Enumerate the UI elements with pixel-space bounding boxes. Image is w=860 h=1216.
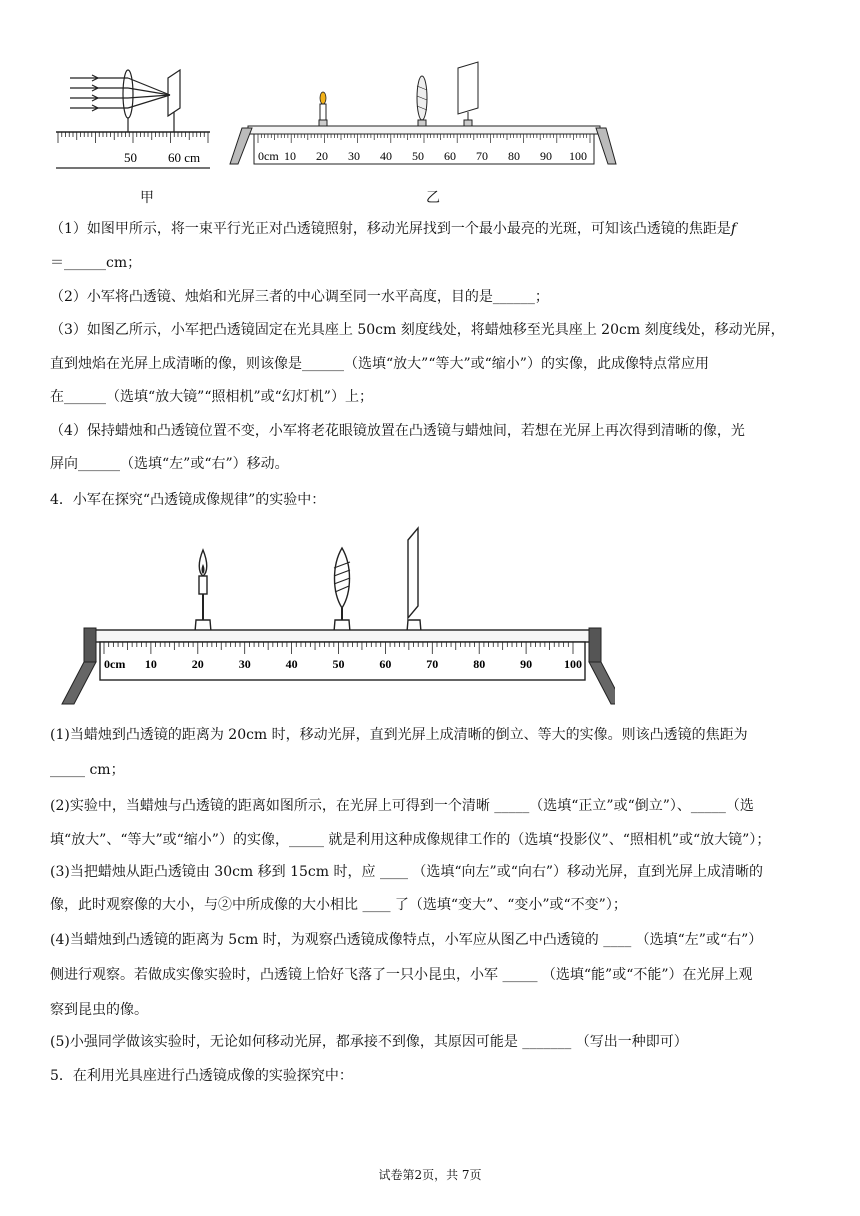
q4-sub3: (3)当把蜡烛从距凸透镜由 30cm 移到 15cm 时，应 ____ （选填“向左”或“向右”）移动光屏，直到光屏上成清晰的	[50, 864, 764, 880]
ruler-label: 70	[426, 657, 439, 671]
q3-part4: （4）保持蜡烛和凸透镜位置不变，小军将老花眼镜放置在凸透镜与蜡烛间，若想在光屏上再次得到清晰的像，光	[50, 423, 745, 439]
q4-sub5: (5)小强同学做该实验时，无论如何移动光屏，都承接不到像，其原因可能是 _______ （写出一种即可）	[50, 1034, 688, 1050]
ruler-label: 90	[520, 657, 533, 671]
q4-sub2-cont: 填“放大”、“等大”或“缩小”）的实像，_____ 就是利用这种成像规律工作的（选填“投影仪”、“照相机”或“放大镜”）；	[50, 832, 771, 848]
ruler-label: 10	[284, 149, 296, 163]
ruler-label: 20	[316, 149, 328, 163]
ruler-label: 40	[380, 149, 392, 163]
q4-sub4-cont2: 察到昆虫的像。	[50, 1002, 148, 1018]
q4-sub3-cont: 像，此时观察像的大小，与②中所成像的大小相比 ____ 了（选填“变大”、“变小”或“不变”）；	[50, 897, 627, 913]
q3-part4-cont: 屏向______（选填“左”或“右”）移动。	[50, 456, 289, 472]
q3-part3-cont: 直到烛焰在光屏上成清晰的像，则该像是______（选填“放大”“等大”或“缩小”）的实像，此成像特点常应用	[50, 356, 709, 372]
ruler-label: 80	[508, 149, 520, 163]
figure-jia	[52, 62, 212, 174]
q3-part2: （2）小军将凸透镜、烛焰和光屏三者的中心调至同一水平高度，目的是______；	[50, 289, 549, 305]
figure-caption-jia: 甲	[140, 190, 154, 206]
q4-sub1-cont: _____ cm；	[50, 762, 125, 778]
ruler-label: 40	[285, 657, 298, 671]
ruler-label: 80	[473, 657, 486, 671]
q4-sub4-cont: 侧进行观察。若做成实像实验时，凸透镜上恰好飞落了一只小昆虫，小军 _____ （选填“能”或“不能”）在光屏上观	[50, 967, 753, 983]
figure-yi	[228, 56, 618, 171]
ruler-label: 30	[238, 657, 251, 671]
ruler-label: 90	[540, 149, 552, 163]
q4-sub2: (2)实验中，当蜡烛与凸透镜的距离如图所示，在光屏上可得到一个清晰 _____（选填“正立”或“倒立”）、_____（选	[50, 798, 754, 814]
q3-part1: （1）如图甲所示，将一束平行光正对凸透镜照射，移动光屏找到一个最小最亮的光斑，可知该凸透镜的焦距是f	[50, 221, 737, 237]
ruler-label: 70	[476, 149, 488, 163]
page-footer: 试卷第2页，共 7页	[378, 1168, 482, 1182]
light-screen	[406, 528, 422, 644]
q3-part3: （3）如图乙所示，小军把凸透镜固定在光具座上 50cm 刻度线处，将蜡烛移至光具座上 20cm 刻度线处，移动光屏，	[50, 322, 785, 338]
figure-caption-yi: 乙	[426, 190, 440, 206]
ruler-label: 10	[144, 657, 157, 671]
q5-title: 5．在利用光具座进行凸透镜成像的实验探究中：	[50, 1068, 353, 1084]
ruler-label: 60	[379, 657, 392, 671]
q4-sub4: (4)当蜡烛到凸透镜的距离为 5cm 时，为观察凸透镜成像特点，小军应从图乙中凸透镜的 ____ （选填“左”或“右”）	[50, 932, 763, 948]
q3-part1-cont: ＝______cm；	[50, 255, 142, 271]
lens	[417, 76, 427, 126]
ruler-label: 50	[412, 149, 424, 163]
ruler-label: 0cm	[104, 657, 126, 671]
ruler-label: 60	[444, 149, 456, 163]
ruler-label: 100	[564, 657, 582, 671]
q3-part3-cont2: 在______（选填“放大镜”“照相机”或“幻灯机”）上；	[50, 389, 373, 405]
ruler-label: 100	[569, 149, 587, 163]
candle	[319, 92, 327, 126]
ruler-label: 50	[124, 150, 137, 165]
ruler-label: 50	[332, 657, 345, 671]
ruler-label: 30	[348, 149, 360, 163]
ruler-label: 60 cm	[168, 150, 201, 165]
light-screen	[458, 62, 478, 126]
q4-sub1: (1)当蜡烛到凸透镜的距离为 20cm 时，移动光屏，直到光屏上成清晰的倒立、等大的实像。则该凸透镜的焦距为	[50, 727, 748, 743]
q4-title: 4．小军在探究“凸透镜成像规律”的实验中：	[50, 492, 326, 508]
ruler-label: 20	[191, 657, 204, 671]
figure-q4-optical-bench	[60, 520, 615, 710]
ruler-label: 0cm	[258, 149, 279, 163]
